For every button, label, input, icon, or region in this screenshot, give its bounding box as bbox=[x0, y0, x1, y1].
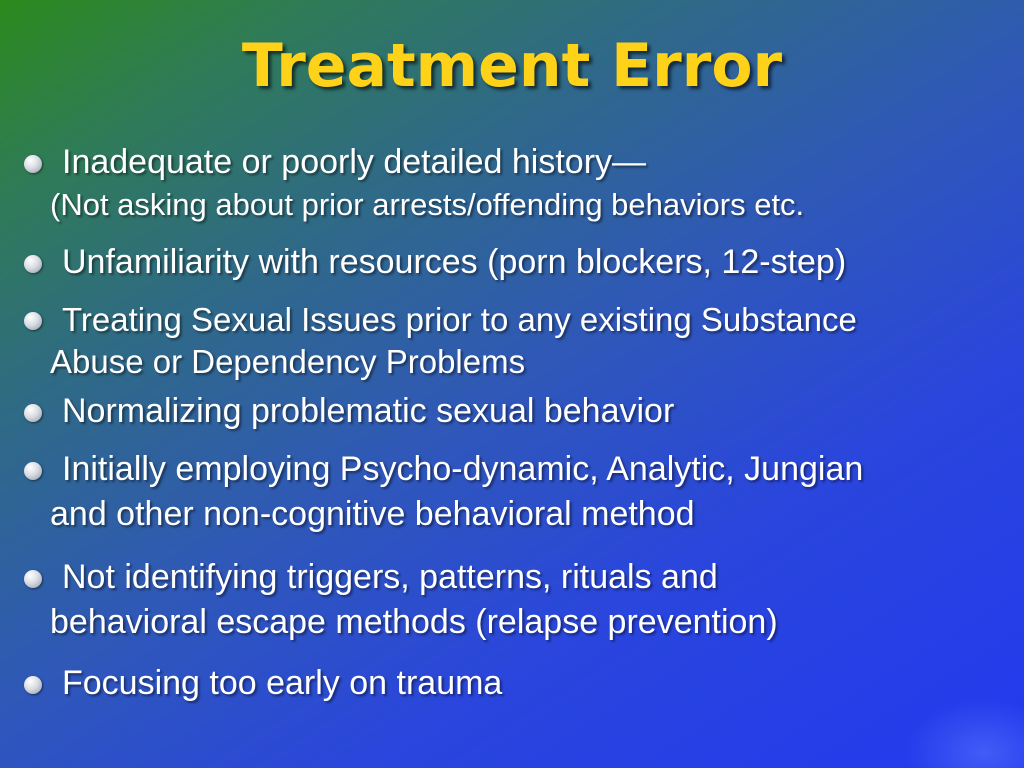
sphere-bullet-icon bbox=[24, 462, 42, 480]
bullet-item bbox=[22, 140, 1012, 240]
sphere-bullet-icon bbox=[24, 570, 42, 588]
bullet-item bbox=[22, 297, 1012, 389]
slide-title: Treatment Error bbox=[241, 31, 783, 101]
sphere-bullet-icon bbox=[24, 404, 42, 422]
bullet-list bbox=[22, 140, 1012, 711]
bullet-text: Unfamiliarity with resources (porn blockers, 12-step) bbox=[62, 243, 847, 281]
bullet-text: Focusing too early on trauma bbox=[62, 664, 503, 702]
bullet-item bbox=[22, 661, 1012, 711]
bullet-text: Normalizing problematic sexual behavior bbox=[62, 392, 675, 430]
bullet-text-continued: and other non-cognitive behavioral method bbox=[50, 495, 695, 533]
bullet-subtext: (Not asking about prior arrests/offending behaviors etc. bbox=[50, 187, 805, 222]
sphere-bullet-icon bbox=[24, 312, 42, 330]
bullet-item bbox=[22, 240, 1012, 297]
bullet-item bbox=[22, 447, 1012, 555]
bullet-item bbox=[22, 555, 1012, 661]
bullet-text: Initially employing Psycho-dynamic, Analytic, Jungian bbox=[62, 450, 864, 488]
bullet-text: Treating Sexual Issues prior to any existing Substance bbox=[62, 301, 857, 338]
bullet-text: Inadequate or poorly detailed history— bbox=[62, 143, 647, 181]
bullet-text-continued: Abuse or Dependency Problems bbox=[50, 343, 526, 380]
bullet-text: Not identifying triggers, patterns, rituals and bbox=[62, 558, 718, 596]
sphere-bullet-icon bbox=[24, 155, 42, 173]
sphere-bullet-icon bbox=[24, 676, 42, 694]
sphere-bullet-icon bbox=[24, 255, 42, 273]
bullet-item bbox=[22, 389, 1012, 447]
bullet-text-continued: behavioral escape methods (relapse prevention) bbox=[50, 603, 778, 641]
